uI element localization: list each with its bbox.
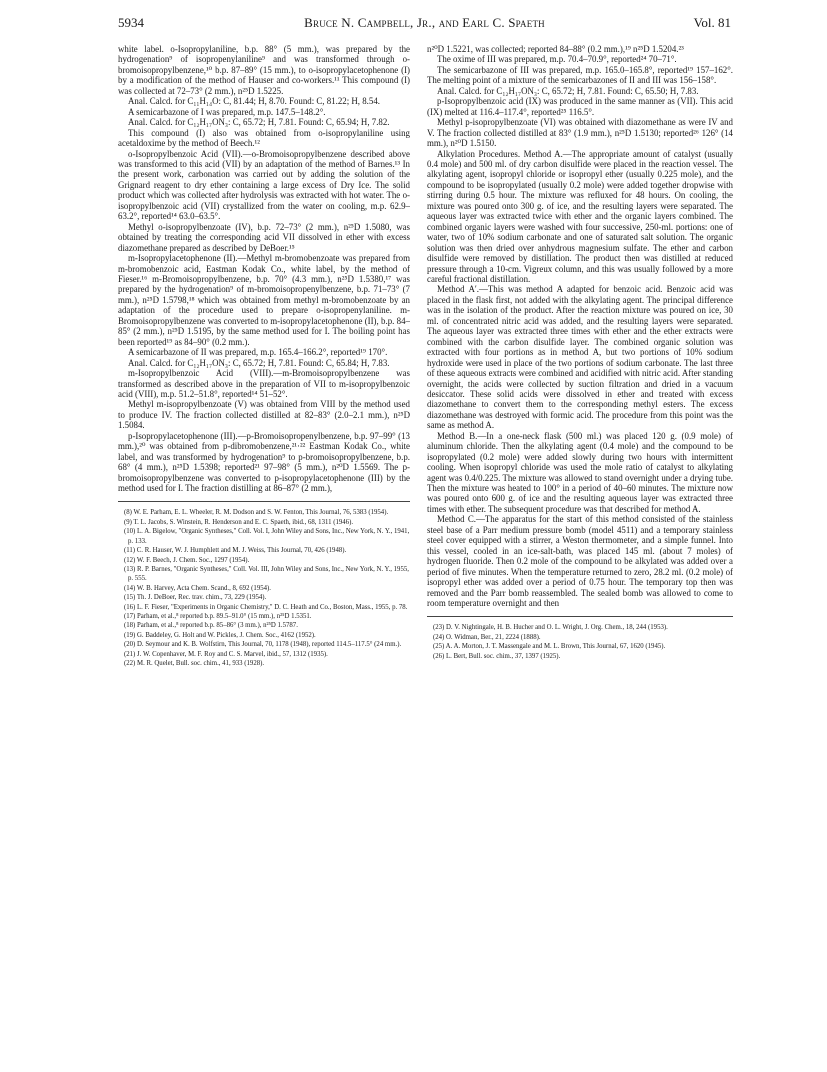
right-footnotes [427,623,733,661]
right-body-text [427,44,733,608]
paragraph: Anal. Calcd. for C₁₂H₁₇ON₃: C, 65.72; H, 7.81. Found: C, 65.84; H, 7.83. [128,357,390,368]
paragraph: p-Isopropylacetophenone (III).—p-Bromoisopropenylbenzene, b.p. 97–99° (13 mm.),²⁰ was obtained from p-dibromobenzene,²¹·²² Eastman Kodak Co., white label, and was transformed by hydrogenation⁹ to p-bromoisopropylbenzene, b.p. 68° (4 mm.), n²⁵D 1.5398; reported²¹ 97–98° (5 mm.), n²⁰D 1.5569. The p-bromoisopropylbenzene was converted to p-isopropylacetophenone (III) by the method used for I. The fraction distilling at 86–87° (2 mm.), [118,430,410,494]
left-body-text [118,44,410,493]
paragraph: A semicarbazone of II was prepared, m.p. 165.4–166.2°, reported¹⁹ 170°. [128,347,388,358]
paragraph: Alkylation Procedures. Method A.—The appropriate amount of catalyst (usually 0.4 mole) and 500 ml. of dry carbon disulfide were placed in the reaction vessel. The alkylating agent, isopropyl chloride or isopropyl ether (usually 0.225 mole), and the compound to be isopropylated (usually 0.2 mole) were added together dropwise with stirring during 0.5 hour. The mixture was refluxed for 48 hours. On cooling, the mixture was poured onto 300 g. of ice, and the resulting layers were separated. The aqueous layer was extracted twice with ether and the organic layers combined. The combined organic layers were washed with four successive, 250-ml. portions: one of water, two of 10% sodium carbonate and one of saturated salt solution. The organic solution was then dried over anhydrous magnesium sulfate. The ether and carbon disulfide were removed by distillation. The product then was distilled at reduced pressure through a 10-cm. Vigreux column, and this was usually followed by a more careful fractional distillation. [427,148,733,284]
paragraph: The semicarbazone of III was prepared, m.p. 165.0–165.8°, reported¹⁹ 157–162°. The melting point of a mixture of the semicarbazones of II and III was 156–158°. [427,64,733,86]
footnote-divider [118,501,410,502]
footnote: (24) O. Widman, Ber., 21, 2224 (1888). [433,633,541,641]
footnote: (23) D. V. Nightingale, H. B. Hucher and O. L. Wright, J. Org. Chem., 18, 244 (1953). [433,624,668,632]
paragraph: white label. o-Isopropylaniline, b.p. 88° (5 mm.), was prepared by the hydrogenation⁹ of isopropenylaniline⁹ and was transformed through o-bromoisopropylbenzene,¹⁰ b.p. 87–89° (15 mm.), to o-isopropylacetophenone (I) by a modification of the method of Hauser and co-workers.¹¹ This compound (I) was collected at 72–73° (2 mm.), n²⁵D 1.5225. [118,44,410,96]
paragraph: Methyl m-isopropylbenzoate (V) was obtained from VIII by the method used to produce IV. The fraction collected distilled at 82–83° (2.0–2.1 mm.), n²⁵D 1.5084. [118,399,410,431]
footnote: (13) R. P. Barnes, "Organic Syntheses," Coll. Vol. III, John Wiley and Sons, Inc., New York, N. Y., 1955, p. 555. [124,565,409,583]
footnote-divider [427,616,733,617]
paragraph: Method C.—The apparatus for the start of this method consisted of the stainless steel base of a Parr medium pressure bomb (model 4511) and a temporary stainless steel cover equipped with a stirrer, a Weston thermometer, and a simple funnel. Into this vessel, cooled in an ice-salt-bath, was placed 145 ml. (about 7 moles) of hydrogen fluoride. Then 0.2 mole of the compound to be alkylated was added over a period of five minutes. When the temperature returned to zero, 28.2 ml. (0.2 mole) of isopropyl ether was added over a period of 0.75 hour. The temporary top then was removed and the Parr bomb reassembled. The sealed bomb was allowed to come to room temperature overnight and then [427,514,733,609]
left-footnotes [118,508,410,668]
footnote: (16) L. F. Fieser, "Experiments in Organic Chemistry," D. C. Heath and Co., Boston, Mass., 1955, p. 78. [124,603,408,611]
footnote: (22) M. R. Quelet, Bull. soc. chim., 41, 933 (1928). [124,659,265,667]
paragraph: o-Isopropylbenzoic Acid (VII).—o-Bromoisopropylbenzene described above was transformed to this acid (VII) by an adaptation of the method of Barnes.¹³ In the present work, carbonation was carried out by adding the solution of the Grignard reagent to dry ether containing a large excess of Dry Ice. The solid product which was collected after hydrolysis was extracted with hot water. The o-isopropylbenzoic acid (VII) crystallized from the water on cooling, m.p. 62.9–63.2°, reported¹⁴ 63.0–63.5°. [118,148,410,222]
footnote: (26) L. Bert, Bull. soc. chim., 37, 1397 (1925). [433,652,561,660]
left-column [118,44,410,1060]
paragraph: Anal. Calcd. for C₁₁H₁₄O: C, 81.44; H, 8.70. Found: C, 81.22; H, 8.54. [128,96,380,107]
footnote: (9) T. L. Jacobs, S. Winstein, R. Henderson and E. C. Spaeth, ibid., 68, 1311 (1946). [124,518,354,526]
paragraph: The oxime of III was prepared, m.p. 70.4–70.9°, reported²⁴ 70–71°. [437,54,677,65]
running-title-authors: Bruce N. Campbell, Jr., and Earl C. Spaeth [304,15,545,30]
paragraph: p-Isopropylbenzoic acid (IX) was produced in the same manner as (VII). This acid (IX) melted at 116.4–117.4°, reported²⁵ 116.5°. [427,96,733,117]
paragraph: This compound (I) also was obtained from o-isopropylaniline using acetaldoxime by the method of Beech.¹² [118,127,410,149]
paragraph: n²⁰D 1.5221, was collected; reported 84–88° (0.2 mm.),¹⁹ n²⁵D 1.5204.²³ [427,44,684,54]
paragraph: A semicarbazone of I was prepared, m.p. 147.5–148.2°. [128,106,326,117]
footnote: (8) W. E. Parham, E. L. Wheeler, R. M. Dodson and S. W. Fenton, This Journal, 76, 5383 (1954). [124,509,389,517]
footnote: (14) W. B. Harvey, Acta Chem. Scand., 8, 692 (1954). [124,584,271,592]
paragraph: Method B.—In a one-neck flask (500 ml.) was placed 120 g. (0.9 mole) of aluminum chloride. Then the alkylating agent (0.4 mole) and the compound to be isopropylated (0.2 mole) were added slowly during two hours with intermittent cooling. When isopropyl chloride was used the mole ratio of catalyst to alkylating agent was 0.4/0.225. The mixture was allowed to stand overnight under a drying tube. Then the mixture was heated to 100° in a period of 40–60 minutes. The mixture now was poured onto 600 g. of ice and the resulting aqueous layer was extracted three times with ether. The subsequent procedure was that described for method A. [427,430,733,514]
footnote: (21) J. W. Copenhaver, M. F. Roy and C. S. Marvel, ibid., 57, 1312 (1935). [124,650,328,658]
footnote: (11) C. R. Hauser, W. J. Humphlett and M. J. Weiss, This Journal, 70, 426 (1948). [124,547,347,555]
footnote: (12) W. F. Beech, J. Chem. Soc., 1297 (1954). [124,556,250,564]
paragraph: Methyl p-isopropylbenzoate (VI) was obtained with diazomethane as were IV and V. The fraction collected distilled at 83° (1.9 mm.), n²⁵D 1.5130; reported²⁶ 126° (14 mm.), n²⁰D 1.5150. [427,117,733,149]
paragraph: Anal. Calcd. for C₁₂H₁₇ON₃: C, 65.72; H, 7.81. Found: C, 65.94; H, 7.82. [128,117,390,128]
footnote: (20) D. Seymour and K. B. Wolfstirn, This Journal, 70, 1178 (1948), reported 114.5–117.5° (24 mm.). [124,641,402,649]
paragraph: Anal. Calcd. for C₁₂H₁₇ON₃: C, 65.72; H, 7.81. Found: C, 65.50; H, 7.83. [437,85,699,96]
footnote: (19) G. Baddeley, G. Holt and W. Pickles, J. Chem. Soc., 4162 (1952). [124,631,316,639]
footnote: (25) A. A. Morton, J. T. Massengale and M. L. Brown, This Journal, 67, 1620 (1945). [433,643,666,651]
page-number: 5934 [118,15,144,30]
paragraph: m-Isopropylacetophenone (II).—Methyl m-bromobenzoate was prepared from m-bromobenzoic acid, Eastman Kodak Co., white label, by the method of Fieser.¹⁶ m-Bromoisopropylbenzene, b.p. 70° (4.3 mm.), n²⁵D 1.5380,¹⁷ was prepared by the hydrogenation⁹ of m-bromoisopropenylbenzene, b.p. 71–73° (7 mm.), n²⁵D 1.5798,¹⁸ which was obtained from methyl m-bromobenzoate by an adaptation of the procedure used to prepare o-isopropenylaniline. m-Bromoisopropylbenzene was converted to m-isopropylacetophenone (II), b.p. 84–85° (2 mm.), n²⁵D 1.5195, by the same method used for I. The boiling point has been reported¹⁹ as 84–90° (0.2 mm.). [118,253,410,347]
footnote: (17) Parham, et al.,⁸ reported b.p. 89.5–91.0° (15 mm.), n²⁵D 1.5351. [124,612,312,620]
paragraph: Methyl o-isopropylbenzoate (IV), b.p. 72–73° (2 mm.), n²⁵D 1.5080, was obtained by treating the corresponding acid VII dissolved in ether with excess diazomethane prepared as described by DeBoer.¹⁵ [118,221,410,253]
footnote: (18) Parham, et al.,⁸ reported b.p. 85–86° (3 mm.), n²⁵D 1.5787. [124,622,298,630]
right-column [427,44,733,1060]
running-header [118,15,731,37]
footnote: (10) L. A. Bigelow, "Organic Syntheses," Coll. Vol. I, John Wiley and Sons, Inc., New York, N. Y., 1941, p. 133. [124,528,410,545]
paragraph: m-Isopropylbenzoic Acid (VIII).—m-Bromoisopropylbenzene was transformed as described above in the preparation of VII to m-isopropylbenzoic acid (VIII), m.p. 51.2–51.8°, reported¹⁴ 51–52°. [118,368,410,399]
footnote: (15) Th. J. DeBoer, Rec. trav. chim., 73, 229 (1954). [124,594,267,602]
paragraph: Method A′.—This was method A adapted for benzoic acid. Benzoic acid was placed in the flask first, not added with the alkylating agent. The principal difference was in the isolation of the product. After the reaction mixture was poured on ice, 30 ml. of concentrated nitric acid was added, and the resulting layers were separated. The aqueous layer was extracted three times with ether and the ether extracts were combined with the carbon disulfide layer. The combined organic solution was extracted with four portions as in method A, but two portions of 10% sodium hydroxide were used in place of the two portions of sodium carbonate. The last three of these aqueous extracts were combined and acidified with nitric acid. After standing overnight, the acids were collected by suction filtration and dried in a vacuum desiccator. These solid acids were dissolved in ether and treated with excess diazomethane to convert them to the corresponding methyl esters. The excess diazomethane was destroyed with formic acid. The procedure from this point was the same as method A. [427,284,733,431]
volume-label: Vol. 81 [693,15,731,30]
